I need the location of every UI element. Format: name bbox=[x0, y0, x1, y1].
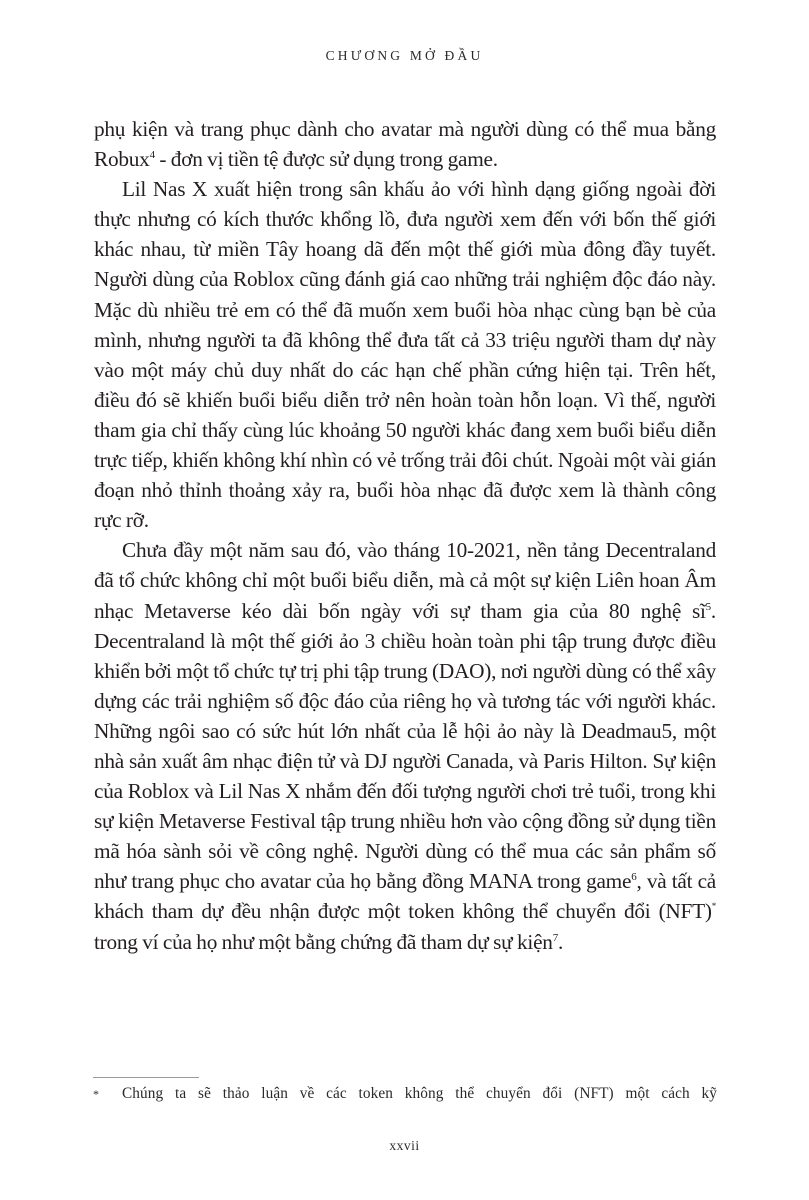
footnote-divider bbox=[93, 1077, 199, 1078]
footnote-ref-5[interactable]: 5 bbox=[705, 600, 711, 613]
text-segment: trong ví của họ như một bằng chứng đã tham dự sự kiện bbox=[94, 929, 553, 954]
paragraph-1 bbox=[94, 114, 716, 174]
text-segment: Chưa đầy một năm sau đó, vào tháng 10-2021, nền tảng Decentraland đã tổ chức không chỉ một buổi biểu diễn, mà cả một sự kiện Liên hoan Âm nhạc Metaverse kéo dài bốn ngày với sự tham gia của 80 nghệ sĩ bbox=[94, 538, 716, 623]
footnote-ref-6[interactable]: 6 bbox=[631, 871, 637, 884]
text-segment: - đơn vị tiền tệ được sử dụng trong game. bbox=[154, 147, 498, 172]
footnote-ref-asterisk[interactable]: * bbox=[711, 901, 716, 912]
text-segment: . bbox=[557, 929, 564, 954]
footnote-marker: * bbox=[93, 1087, 100, 1101]
page-number: xxvii bbox=[389, 1138, 420, 1153]
running-head: CHƯƠNG MỞ ĐẦU bbox=[325, 48, 484, 63]
footnote-ref-7[interactable]: 7 bbox=[552, 931, 558, 944]
body-text bbox=[94, 114, 716, 957]
footnote-text: Chúng ta sẽ thảo luận về các token không thể chuyển đổi (NFT) một cách kỹ bbox=[122, 1085, 717, 1102]
paragraph-3 bbox=[94, 535, 716, 956]
text-segment: phụ kiện và trang phục dành cho avatar mà người dùng có thể mua bằng Robux bbox=[94, 117, 716, 172]
text-segment: . Decentraland là một thế giới ảo 3 chiều hoàn toàn phi tập trung được điều khiển bởi một tổ chức tự trị phi tập trung (DAO), nơi người dùng có thể xây dựng các trải nghiệm số độc đáo của riêng họ và tương tác với người khác. Những ngôi sao có sức hút lớn nhất của lễ hội ảo này là Deadmau5, một nhà sản xuất âm nhạc điện tử và DJ người Canada, và Paris Hilton. Sự kiện của Roblox và Lil Nas X nhắm đến đối tượng người chơi trẻ tuổi, trong khi sự kiện Metaverse Festival tập trung nhiều hơn vào cộng đồng sử dụng tiền mã hóa sành sỏi về công nghệ. Người dùng có thể mua các sản phẩm số như trang phục cho avatar của họ bằng đồng MANA trong game bbox=[94, 598, 716, 894]
paragraph-2 bbox=[94, 174, 716, 535]
text-segment: Lil Nas X xuất hiện trong sân khấu ảo với hình dạng giống ngoài đời thực nhưng có kích thước khổng lồ, đưa người xem đến với bốn thế giới khác nhau, từ miền Tây hoang dã đến một thế giới mùa đông đầy tuyết. Người dùng của Roblox cũng đánh giá cao những trải nghiệm độc đáo này. Mặc dù nhiều trẻ em có thể đã muốn xem buổi hòa nhạc cùng bạn bè của mình, nhưng người ta đã không thể đưa tất cả 33 triệu người tham dự này vào một máy chủ duy nhất do các hạn chế phần cứng hiện tại. Trên hết, điều đó sẽ khiến buổi biểu diễn trở nên hoàn toàn hỗn loạn. Vì thế, người tham gia chỉ thấy cùng lúc khoảng 50 người khác đang xem buổi biểu diễn trực tiếp, khiến không khí nhìn có vẻ trống trải đôi chút. Ngoài một vài gián đoạn nhỏ thỉnh thoảng xảy ra, buổi hòa nhạc đã được xem là thành công rực rỡ. bbox=[94, 177, 716, 533]
text-segment: , và tất cả khách tham dự đều nhận được một token không thể chuyển đổi (NFT) bbox=[94, 869, 716, 924]
footnote-ref-4[interactable]: 4 bbox=[149, 149, 155, 162]
footnote bbox=[93, 1084, 717, 1104]
